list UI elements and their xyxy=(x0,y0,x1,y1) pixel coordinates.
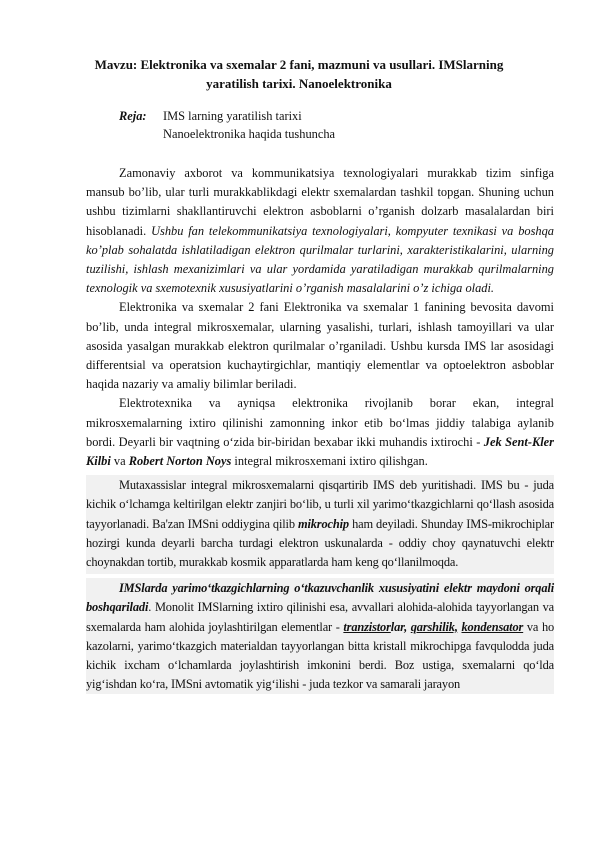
paragraph-5 xyxy=(86,578,554,694)
inventor-name-2: Robert Norton Noys xyxy=(128,454,232,469)
term-mikrochip: mikrochip xyxy=(297,516,349,531)
title-line-1: Mavzu: Elektronika va sxemalar 2 fani, mazmuni va usullari. IMSlarning xyxy=(94,57,504,72)
paragraph-5-end: va ho kazolarni, yarimo‘tkazgich materialdan tayyorlangan bitta kristall mikrochipga favqulodda juda kichik ixcham o‘lchamlarda joylashtirish imkonini berdi. Boz ustiga, sxemalarni qo‘lda yig‘ishdan ko‘ra, IMSni avtomatik yig‘ilishi - juda tezkor va samarali jarayon xyxy=(86,619,555,692)
paragraph-1-text: Zamonaviy axborot va kommunikatsiya texnologiyalari murakkab tizim sinfiga mansub bo’lib, ular turli murakkablikdagi elektr sxemalardan tashkil topgan. Shuning uchun ushbu tizimlarni shakllantiruvchi elektron asboblarni o’rganish dolzarb masalalardan biri hisoblanadi. xyxy=(86,166,554,238)
paragraph-4 xyxy=(86,475,554,574)
paragraph-5-mid: . Monolit IMSlarning ixtiro qilinishi esa, avvallari alohida-alohida tayyorlangan va sxemalarda ham alohida joylashtirilgan elementlar - xyxy=(86,600,554,634)
plan-item-2: Nanoelektronika haqida tushuncha xyxy=(163,127,336,141)
paragraph-3-and: va xyxy=(113,454,126,469)
paragraph-4-end: ham deyiladi. Shunday IMS-mikrochiplar hozirgi kunda deyarli barcha turdagi elektron uskunalarda - oddiy choy qaynatuvchi elektr choynakdan tortib, murakkab kosmik apparatlarda ham keng qo‘llanilmoqda. xyxy=(86,516,554,570)
inventor-name-1: Jek Sent-Kler Kilbi xyxy=(86,434,554,469)
title-line-2: yaratilish tarixi. Nanoelektronika xyxy=(206,76,392,91)
paragraph-1-italic: Ushbu fan telekommunikatsiya texnologiyalari, kompyuter texnikasi va boshqa ko’plab sohalatda ishlatiladigan elektron qurilmalar turlarini, xarakteristikalarini, ularning tuzilishi, ishlash mexanizimlari va ular yordamida yaratiladigan murakkab qurilmalarning texnologik va sxemotexnik xususiyatlarini o’rganish masalalarini o’z ichiga oladi. xyxy=(86,223,554,296)
plan-section xyxy=(119,107,335,143)
plan-item-1: IMS larning yaratilish tarixi xyxy=(163,109,302,123)
paragraph-2: Elektronika va sxemalar 2 fani Elektronika va sxemalar 1 fanining bevosita davomi bo’lib, unda integral mikrosxemalar, ularning yasalishi, turlari, ishlash tamoyillari va ular asosida yasalgan murakkab elektron qurilmalar o’rganiladi. Ushbu kursda IMS lar asosidagi differentsial va operatsion kuchaytirgichlar, mantiqiy elementlar va optoelektron asboblar haqida nazariy va amaliy bilimlar beriladi. xyxy=(86,300,554,392)
link-tranzistor[interactable]: tranzistor xyxy=(343,619,391,634)
link-qarshilik[interactable]: qarshilik, xyxy=(410,619,458,634)
paragraph-3-end: integral mikrosxemani ixtiro qilishgan. xyxy=(234,454,428,469)
document-body xyxy=(86,164,554,694)
link-tranzistor-suffix: lar, xyxy=(390,619,408,634)
page-title xyxy=(86,55,512,93)
link-kondensator[interactable]: kondensator xyxy=(461,619,524,634)
paragraph-5-bold: IMSlarda yarimo‘tkazgichlarning o‘tkazuvchanlik xususiyatini elektr maydoni orqali boshqariladi xyxy=(86,581,554,615)
paragraph-3-text: Elektrotexnika va ayniqsa elektronika rivojlanib borar ekan, integral mikrosxemalarning ixtiro qilinishi zamonning inkor etib bo‘lmas jiddiy talabiga aylanib bordi. Deyarli bir vaqtning o‘zida bir-biridan bexabar ikki muhandis ixtirochi - xyxy=(86,396,554,449)
plan-label: Reja: xyxy=(119,109,147,123)
paragraph-1 xyxy=(86,164,554,298)
paragraph-3 xyxy=(86,394,554,471)
paragraph-4-text: Mutaxassislar integral mikrosxemalarni qisqartirib IMS deb yuritishadi. IMS bu - juda kichik o‘lchamga keltirilgan elektr zanjiri bo‘lib, u turli xil yarimo‘tkazgichlarni qo‘llash asosida tayyorlanadi. Ba'zan IMSni oddiygina qilib xyxy=(86,478,554,531)
